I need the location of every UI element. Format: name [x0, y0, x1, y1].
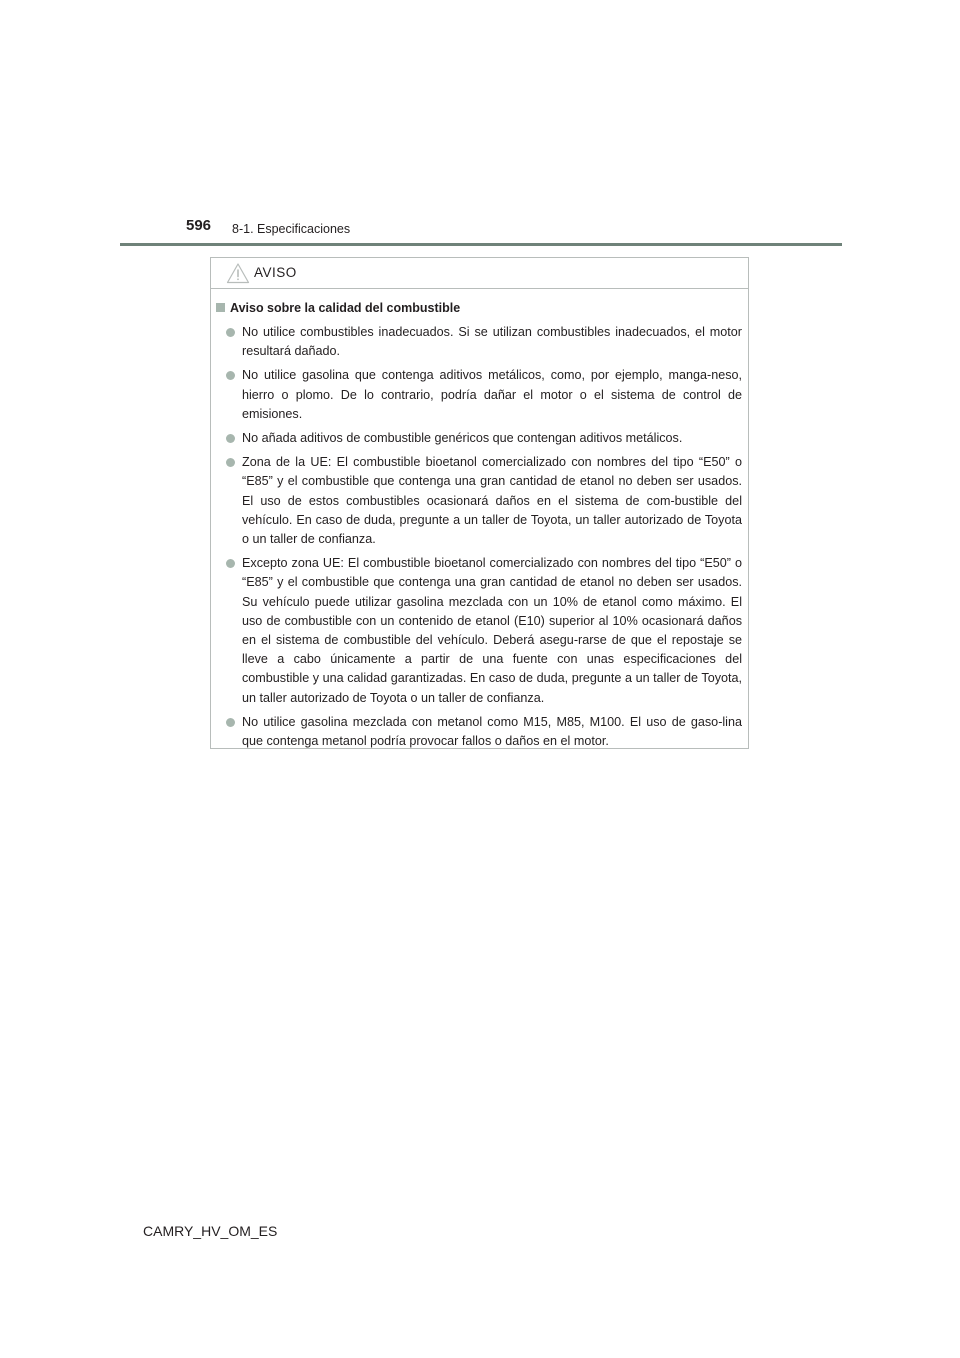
- list-item-text: No utilice gasolina que contenga aditivos metálicos, como, por ejemplo, manga-neso, hierro o plomo. De lo contrario, podría dañar el motor o el sistema de control de emisiones.: [242, 368, 742, 421]
- page-number: 596: [186, 217, 212, 234]
- list-item-text: No utilice combustibles inadecuados. Si se utilizan combustibles inadecuados, el motor resultará dañado.: [242, 325, 742, 359]
- warning-triangle-icon: [226, 262, 250, 284]
- section-title: 8-1. Especificaciones: [232, 222, 351, 236]
- list-item: [211, 554, 748, 708]
- document-code: CAMRY_HV_OM_ES: [143, 1223, 278, 1239]
- list-item-text: Zona de la UE: El combustible bioetanol comercializado con nombres del tipo “E50” o “E85” y el combustible que contenga una gran cantidad de etanol no deben ser usados. El uso de estos combustibles ocasionará daños en el sistema de com-bustible del vehículo. En caso de duda, pregunte a un taller de Toyota, un taller autorizado de Toyota o un taller de confianza.: [242, 455, 742, 547]
- header-rule: [120, 243, 842, 246]
- list-item-text: Excepto zona UE: El combustible bioetanol comercializado con nombres del tipo “E50” o “E85” y el combustible que contenga una gran cantidad de etanol no deben ser usados. Su vehículo puede utilizar gasolina mezclada con un 10% de etanol como máximo. El uso de combustible con un contenido de etanol (E10) superior al 10% ocasionará daños en el sistema de combustible del vehículo. Deberá asegu-rarse de que el repostaje se lleve a cabo únicamente a partir de una fuente con unas especificaciones del combustible y una calidad garantizadas. En caso de duda, pregunte a un taller de Toyota, un taller autorizado de Toyota o un taller de confianza.: [242, 556, 742, 705]
- dot-bullet-icon: [226, 328, 235, 337]
- section-heading-text: Aviso sobre la calidad del combustible: [230, 301, 461, 315]
- list-item: [211, 429, 748, 448]
- square-bullet-icon: [216, 303, 225, 312]
- list-item: [211, 366, 748, 424]
- dot-bullet-icon: [226, 718, 235, 727]
- dot-bullet-icon: [226, 434, 235, 443]
- dot-bullet-icon: [226, 559, 235, 568]
- list-item-text: No añada aditivos de combustible genéricos que contengan aditivos metálicos.: [242, 431, 683, 446]
- dot-bullet-icon: [226, 458, 235, 467]
- list-item-text: No utilice gasolina mezclada con metanol como M15, M85, M100. El uso de gaso-lina que contenga metanol podría provocar fallos o daños en el motor.: [242, 714, 742, 749]
- list-item: [211, 453, 748, 549]
- dot-bullet-icon: [226, 371, 235, 380]
- warning-header: [211, 258, 748, 289]
- bullet-list: [211, 323, 748, 756]
- list-item: [211, 323, 748, 361]
- list-item: [211, 713, 748, 751]
- warning-title: AVISO: [254, 265, 297, 280]
- section-heading: [216, 300, 460, 316]
- warning-box: [210, 257, 749, 749]
